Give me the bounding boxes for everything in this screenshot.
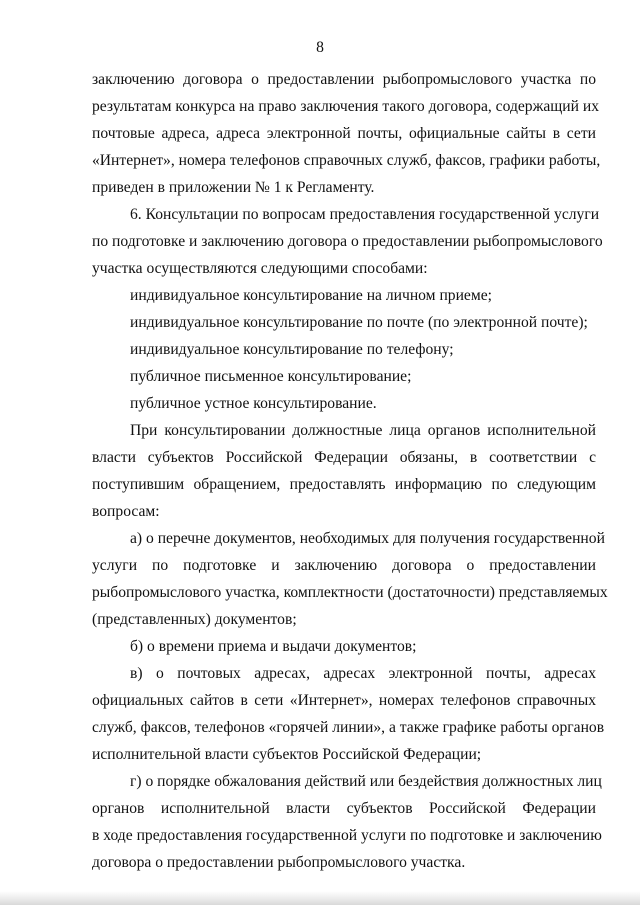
text-line: заключению договора о предоставлении рыбопромыслового участка по	[92, 71, 596, 88]
text-line: услуги по подготовке и заключению договора о предоставлении	[92, 557, 596, 574]
text-line: в ходе предоставления государственной услуги по подготовке и заключению	[92, 827, 602, 844]
text-line: власти субъектов Российской Федерации обязаны, в соответствии с	[92, 449, 596, 466]
text-line: рыбопромыслового участка, комплектности (достаточности) представляемых	[92, 584, 608, 601]
scan-edge	[0, 891, 640, 905]
list-item: индивидуальное консультирование по почте (по электронной почте);	[130, 314, 588, 331]
text-line: а) о перечне документов, необходимых для получения государственной	[130, 530, 605, 547]
text-line: участка осуществляются следующими способами:	[92, 260, 428, 277]
text-line: поступившим обращением, предоставлять информацию по следующим	[92, 476, 596, 493]
text-line: официальных сайтов в сети «Интернет», номерах телефонов справочных	[92, 692, 596, 709]
text-line: служб, факсов, телефонов «горячей линии», а также графике работы органов	[92, 719, 605, 736]
list-item: индивидуальное консультирование на личном приеме;	[130, 287, 492, 304]
list-item: индивидуальное консультирование по телефону;	[130, 341, 454, 358]
text-line: по подготовке и заключению договора о предоставлении рыбопромыслового	[92, 233, 603, 250]
text-line: результатам конкурса на право заключения такого договора, содержащий их	[92, 98, 600, 115]
text-line: договора о предоставлении рыбопромыслового участка.	[92, 854, 466, 871]
text-line: почтовые адреса, адреса электронной почты, официальные сайты в сети	[92, 125, 596, 142]
text-line: б) о времени приема и выдачи документов;	[130, 638, 417, 655]
list-item: публичное устное консультирование.	[130, 395, 377, 412]
text-line: При консультировании должностные лица органов исполнительной	[130, 422, 596, 439]
text-line: приведен в приложении № 1 к Регламенту.	[92, 179, 375, 196]
text-line: «Интернет», номера телефонов справочных служб, факсов, графики работы,	[92, 152, 601, 169]
text-line: г) о порядке обжалования действий или бездействия должностных лиц	[130, 773, 602, 790]
text-line: органов исполнительной власти субъектов Российской Федерации	[92, 800, 596, 817]
text-line: (представленных) документов;	[92, 611, 297, 628]
text-line: вопросам:	[92, 503, 160, 520]
page-number: 8	[316, 39, 324, 56]
text-line: в) о почтовых адресах, адресах электронной почты, адресах	[130, 665, 596, 682]
text-line: 6. Консультации по вопросам предоставления государственной услуги	[130, 206, 600, 223]
list-item: публичное письменное консультирование;	[130, 368, 412, 385]
text-line: исполнительной власти субъектов Российской Федерации;	[92, 746, 482, 763]
